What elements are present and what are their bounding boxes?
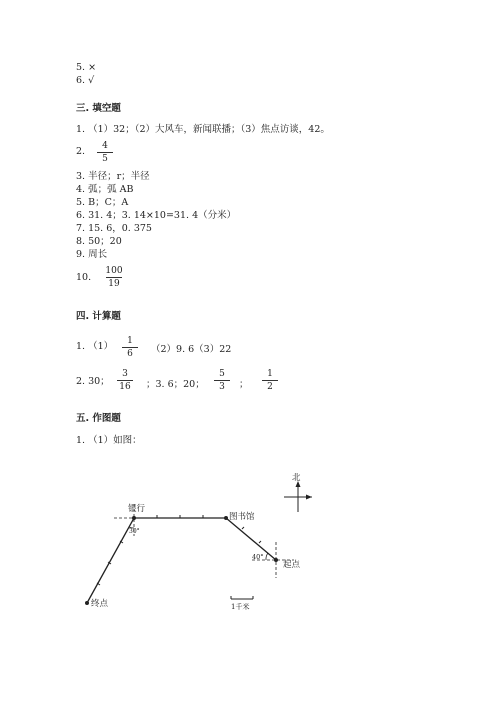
calc-answer-2-middle: ；3. 6；20； — [146, 379, 205, 390]
library-point — [224, 516, 228, 520]
calc-answer-2-start: 2. 30； — [76, 376, 110, 387]
scale-label: 1千米 — [231, 603, 250, 611]
route-bank-to-end — [87, 518, 134, 603]
bank-angle-label: 30° — [129, 528, 140, 535]
fill-answer-1: 1. （1）32；（2）大风车，新闻联播；（3）焦点访谈，42。 — [76, 124, 330, 135]
answer-5: 5. × — [76, 62, 97, 73]
start-point — [274, 558, 278, 562]
fill-answer-10-label: 10. — [76, 272, 92, 283]
fraction-numerator: 3 — [122, 369, 128, 379]
reference-axes — [114, 504, 294, 578]
fraction-numerator: 1 — [267, 369, 273, 379]
section-5-heading: 五. 作图题 — [76, 413, 121, 424]
calc-answer-1-rest: （2）9. 6（3）22 — [151, 344, 232, 355]
angle-arc-start — [266, 553, 268, 560]
section-3-heading: 三. 填空题 — [76, 103, 121, 114]
answer-6: 6. √ — [76, 75, 95, 86]
start-angle-label: 40° — [252, 553, 264, 561]
north-label: 北 — [292, 473, 301, 483]
fill-answer-6: 6. 31. 4；3. 14×10=31. 4（分米） — [76, 210, 237, 221]
start-label: 起点 — [283, 560, 301, 570]
fraction-denominator: 19 — [108, 279, 120, 289]
library-label: 图书馆 — [229, 512, 255, 522]
fraction-denominator: 16 — [119, 382, 131, 392]
fill-answer-2-label: 2. — [76, 146, 86, 157]
calc-answer-2-separator: ； — [239, 379, 249, 390]
compass-icon — [284, 481, 312, 512]
drawing-answer-1: 1. （1）如图： — [76, 435, 142, 446]
end-point — [85, 601, 89, 605]
scale-ticks — [97, 515, 261, 585]
fill-answer-3: 3. 半径；r；半径 — [76, 171, 150, 182]
fraction-denominator: 5 — [102, 154, 108, 164]
calc-answer-1-label: 1. （1） — [76, 341, 114, 352]
fill-answer-8: 8. 50；20 — [76, 236, 122, 247]
fraction-numerator: 100 — [105, 266, 123, 276]
fill-answer-5: 5. B；C；A — [76, 197, 129, 208]
fraction-denominator: 3 — [219, 382, 225, 392]
section-4-heading: 四. 计算题 — [76, 311, 121, 322]
fill-answer-4: 4. 弧；弧 AB — [76, 184, 134, 195]
bank-point — [132, 516, 136, 520]
bank-label: 银行 — [128, 504, 146, 514]
fraction-denominator: 2 — [267, 382, 273, 392]
fill-answer-9: 9. 周长 — [76, 249, 108, 260]
fraction-numerator: 5 — [219, 369, 225, 379]
fill-answer-7: 7. 15. 6，0. 375 — [76, 223, 152, 234]
route-library-to-start — [226, 518, 276, 560]
fraction-numerator: 4 — [102, 141, 108, 151]
fraction-denominator: 6 — [127, 349, 133, 359]
end-label: 终点 — [91, 599, 109, 609]
fraction-numerator: 1 — [127, 336, 133, 346]
scale-bar — [231, 596, 253, 599]
